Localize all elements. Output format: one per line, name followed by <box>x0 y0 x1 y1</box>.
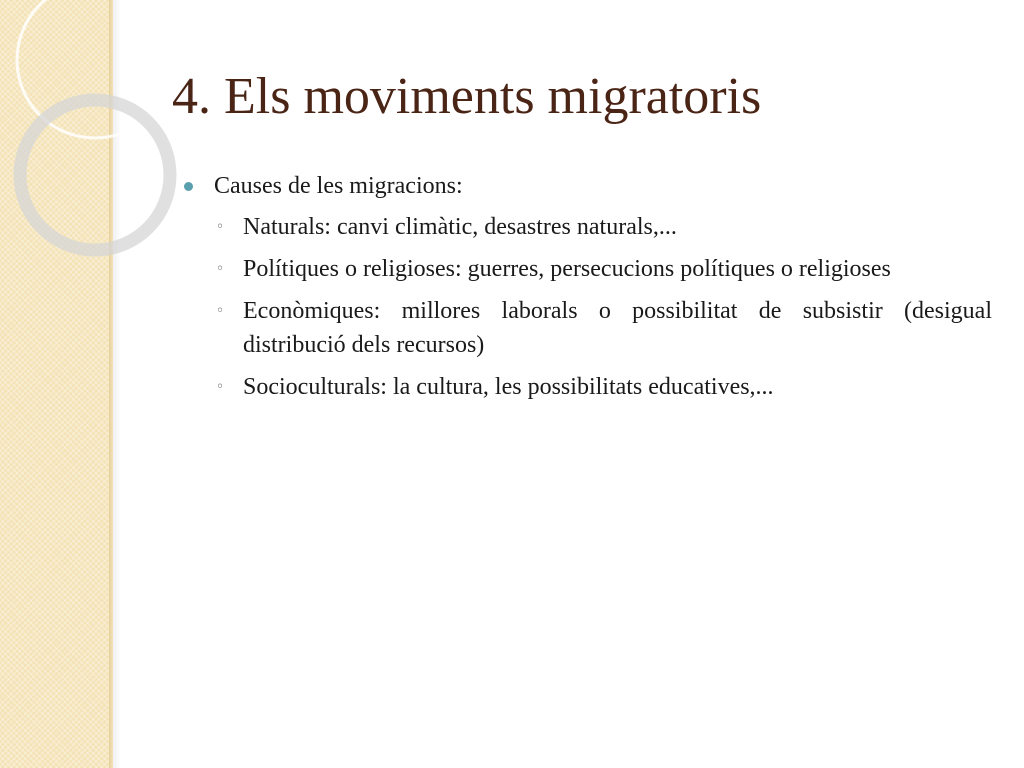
sub-bullet-text: Naturals: canvi climàtic, desastres naturals,... <box>243 214 677 240</box>
bullet-text: Causes de les migracions: <box>214 173 463 199</box>
sub-bullet-text: Socioculturals: la cultura, les possibilitats educatives,... <box>243 374 774 400</box>
decorative-ring-thick <box>20 100 170 250</box>
sub-bullet-text: Polítiques o religioses: guerres, persecucions polítiques o religioses <box>243 256 891 282</box>
sub-bullet-item <box>180 294 992 362</box>
sub-bullet-list <box>180 210 992 404</box>
sub-bullet-item <box>180 210 992 244</box>
hollow-circle-bullet-icon: ◦ <box>216 303 225 319</box>
hollow-circle-bullet-icon: ◦ <box>216 261 225 277</box>
hollow-circle-bullet-icon: ◦ <box>216 219 225 235</box>
slide-title: 4. Els moviments migratoris <box>172 68 762 125</box>
decorative-rings <box>0 0 200 260</box>
hollow-circle-bullet-icon: ◦ <box>216 379 225 395</box>
filled-circle-bullet-icon <box>184 182 193 191</box>
sub-bullet-text: Econòmiques: millores laborals o possibilitat de subsistir (desigual distribució dels recursos) <box>243 298 992 358</box>
sub-bullet-item <box>180 252 992 286</box>
slide-content <box>180 170 992 412</box>
sub-bullet-item <box>180 370 992 404</box>
bullet-item <box>180 170 992 202</box>
